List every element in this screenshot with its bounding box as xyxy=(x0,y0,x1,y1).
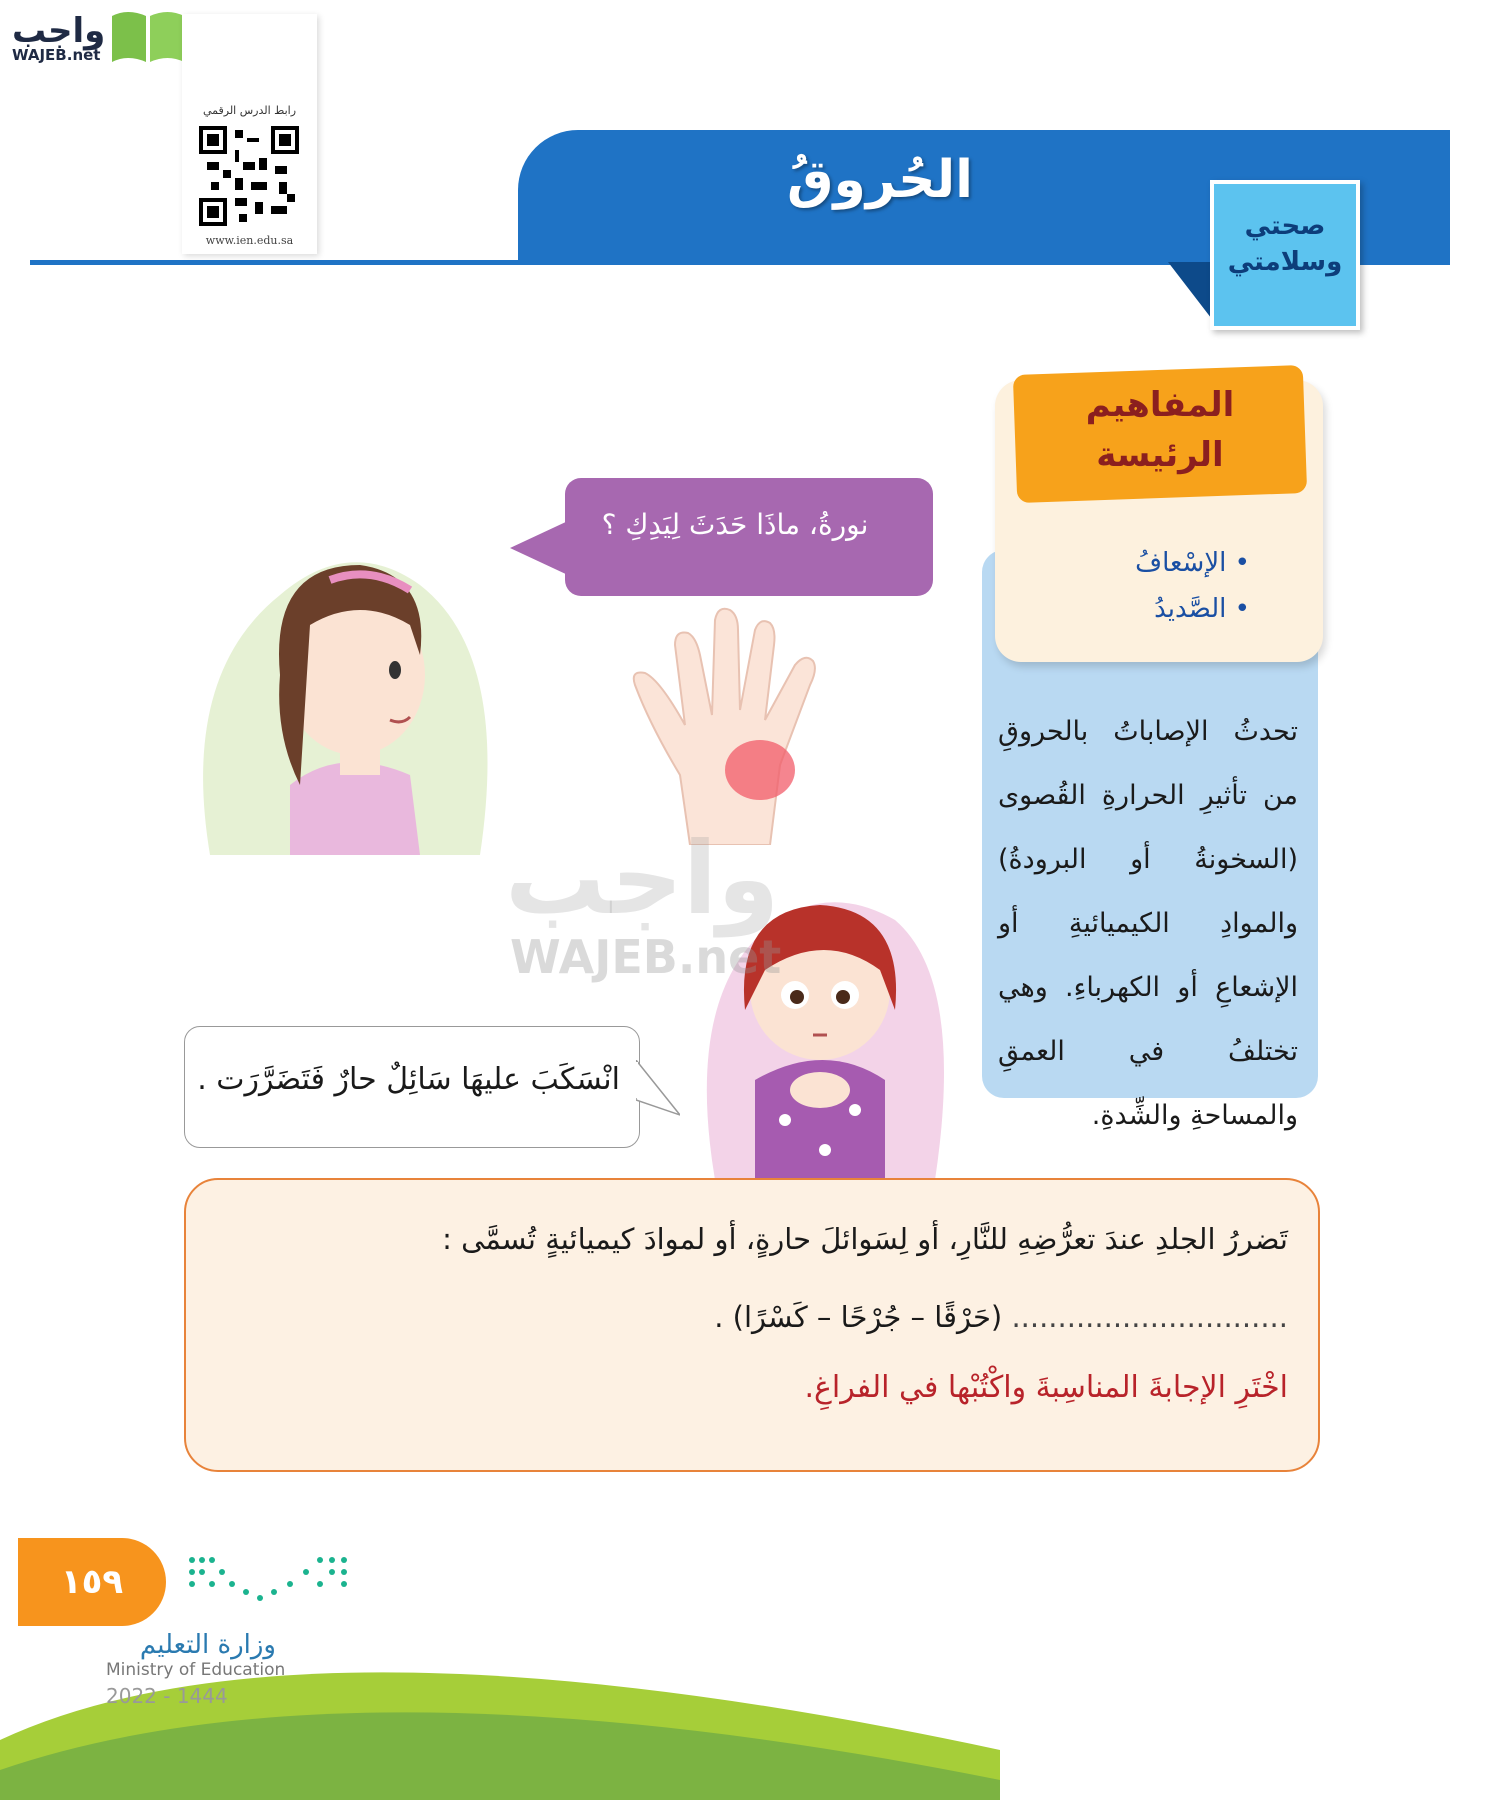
ministry-year: 2022 - 1444 xyxy=(106,1684,228,1708)
question-bubble-tail xyxy=(510,520,570,576)
logo-text: واجب xyxy=(12,11,106,51)
exercise-question: تَضررُ الجلدِ عندَ تعرُّضِهِ للنَّارِ، أو لِسَوائلَ حارةٍ، أو لموادَ كيميائيةٍ تُسمَّى : xyxy=(442,1222,1288,1256)
page-number: ١٥٩ xyxy=(60,1562,124,1602)
qr-label: رابط الدرس الرقمي xyxy=(202,104,297,117)
answer-options: (حَرْقًا – جُرْحًا – كَسْرًا) . xyxy=(714,1300,1003,1334)
exercise-answer-line xyxy=(230,1300,1288,1334)
info-text: تحدثُ الإصاباتُ بالحروقِ من تأثيرِ الحرارةِ القُصوى (السخونةُ أو البرودةُ) والموادِ الكيميائيةِ أو الإشعاعِ أو الكهرباءِ. وهي تختلفُ في العمقِ والمساحةِ والشِّدةِ. xyxy=(998,716,1298,1131)
question-text: نورةُ، ماذَا حَدَثَ لِيَدِكِ ؟ xyxy=(601,508,869,541)
concepts-title: المفاهيم الرئيسة xyxy=(1085,385,1235,475)
ministry-name-en: Ministry of Education xyxy=(106,1660,286,1680)
concepts-list xyxy=(1040,540,1250,632)
qr-code-icon[interactable] xyxy=(199,126,299,226)
answer-text: انْسَكَبَ عليهَا سَائِلٌ حارٌ فَتَضَرَّرَت . xyxy=(197,1062,620,1097)
qr-card[interactable] xyxy=(182,14,317,254)
section-tab xyxy=(1210,180,1360,330)
qr-url: www.ien.edu.sa xyxy=(205,234,294,247)
page-title: الحُروقُ xyxy=(787,150,973,210)
ministry-name-ar: وزارة التعليم xyxy=(139,1630,276,1660)
exercise-instruction: اخْتَرِ الإجابةَ المناسِبةَ واكْتُبْها في الفراغِ. xyxy=(804,1370,1288,1405)
book-icon xyxy=(108,6,188,66)
watermark-subtitle: WAJEB.net xyxy=(510,930,782,984)
concept-item: • الصَّديدُ xyxy=(1154,594,1250,624)
watermark: واجب xyxy=(505,820,780,937)
girl-illustration xyxy=(190,535,500,855)
section-tab-label: صحتي وسلامتي xyxy=(1227,211,1343,277)
burned-hand-illustration xyxy=(630,605,845,845)
ministry-logo-icon xyxy=(186,1552,356,1608)
answer-blank[interactable]: .............................. xyxy=(1011,1300,1288,1334)
concept-item: • الإسْعافُ xyxy=(1135,548,1250,578)
answer-bubble-tail xyxy=(636,1060,680,1120)
logo-subtitle: WAJEB.net xyxy=(12,46,101,64)
